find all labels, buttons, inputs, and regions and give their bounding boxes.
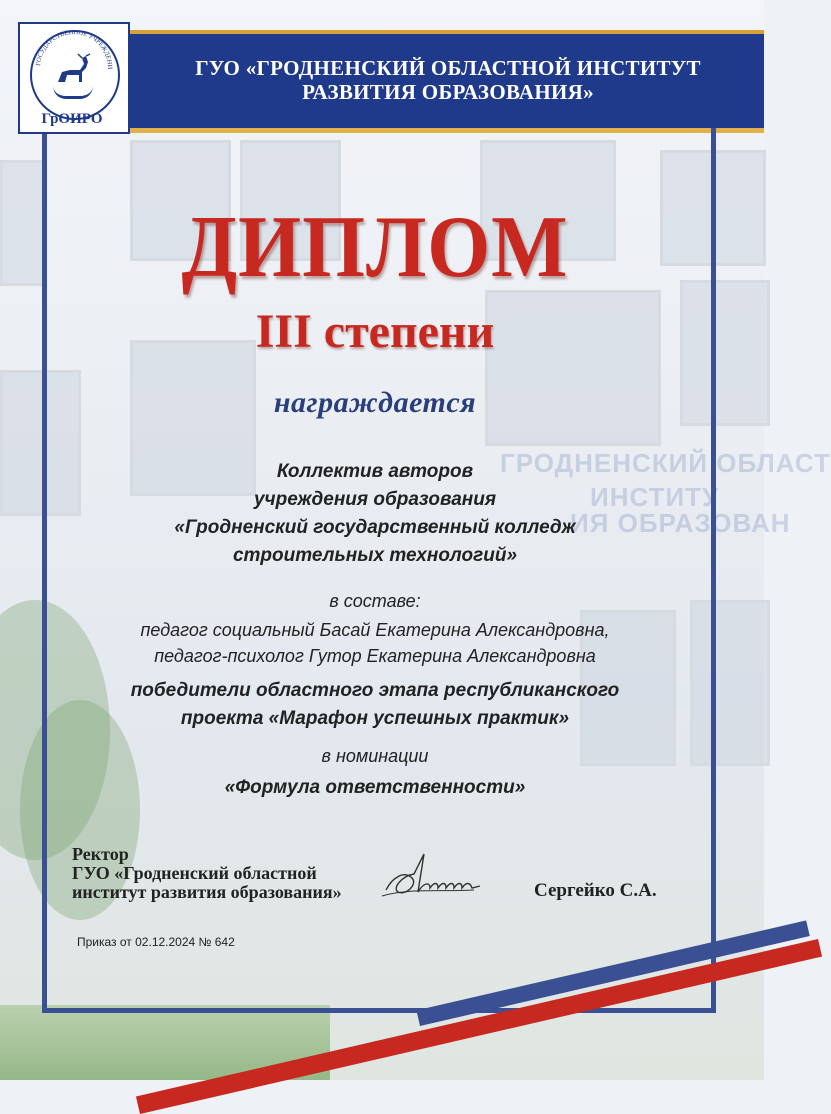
awarded-label: награждается <box>273 386 477 419</box>
member-line: педагог социальный Басай Екатерина Александровна, <box>140 620 610 640</box>
bg-window <box>0 160 46 286</box>
recipient-line: учреждения образования <box>253 489 497 510</box>
recipient-block <box>60 458 690 570</box>
members-block <box>60 617 690 669</box>
bg-wall-lettering: ГРОДНЕНСКИЙ ОБЛАСТ <box>500 448 831 478</box>
institute-logo <box>18 22 130 134</box>
position-line: ГУО «Гродненский областной <box>72 863 317 883</box>
nomination-name: «Формула ответственности» <box>224 777 526 798</box>
recipient-line: Коллектив авторов <box>276 461 474 482</box>
position-line: Ректор <box>72 844 129 864</box>
achievement-line: победители областного этапа республиканского <box>130 680 620 701</box>
order-reference: Приказ от 02.12.2024 № 642 <box>77 935 235 949</box>
institute-title-line1: ГУО «ГРОДНЕНСКИЙ ОБЛАСТНОЙ ИНСТИТУТ <box>195 56 701 80</box>
nomination-label: в номинации <box>321 746 429 766</box>
logo-arc-textpath: ГОСУДАРСТВЕННОЕ УЧРЕЖДЕНИ <box>35 30 114 70</box>
signatory-position <box>72 845 342 902</box>
bg-wall-lettering: ИЯ ОБРАЗОВАН <box>570 508 791 538</box>
position-line: институт развития образования» <box>72 882 342 902</box>
institute-title <box>148 56 748 104</box>
institute-title-line2: РАЗВИТИЯ ОБРАЗОВАНИЯ» <box>302 80 594 104</box>
bg-wall-lettering: ИНСТИТУ <box>590 482 720 512</box>
recipient-line: строительных технологий» <box>232 545 518 566</box>
diploma-title: ДИПЛОМ <box>181 199 569 296</box>
diploma-degree: III степени <box>255 305 495 358</box>
achievement-block <box>60 677 690 733</box>
logo-text: ГрОИРО <box>41 111 103 127</box>
achievement-line: проекта «Марафон успешных практик» <box>180 708 570 729</box>
recipient-line: «Гродненский государственный колледж <box>174 517 576 538</box>
signer-name: Сергейко С.А. <box>534 880 657 901</box>
composition-label: в составе: <box>329 591 421 611</box>
handwritten-signature <box>378 848 488 908</box>
member-line: педагог-психолог Гутор Екатерина Александровна <box>154 646 596 666</box>
